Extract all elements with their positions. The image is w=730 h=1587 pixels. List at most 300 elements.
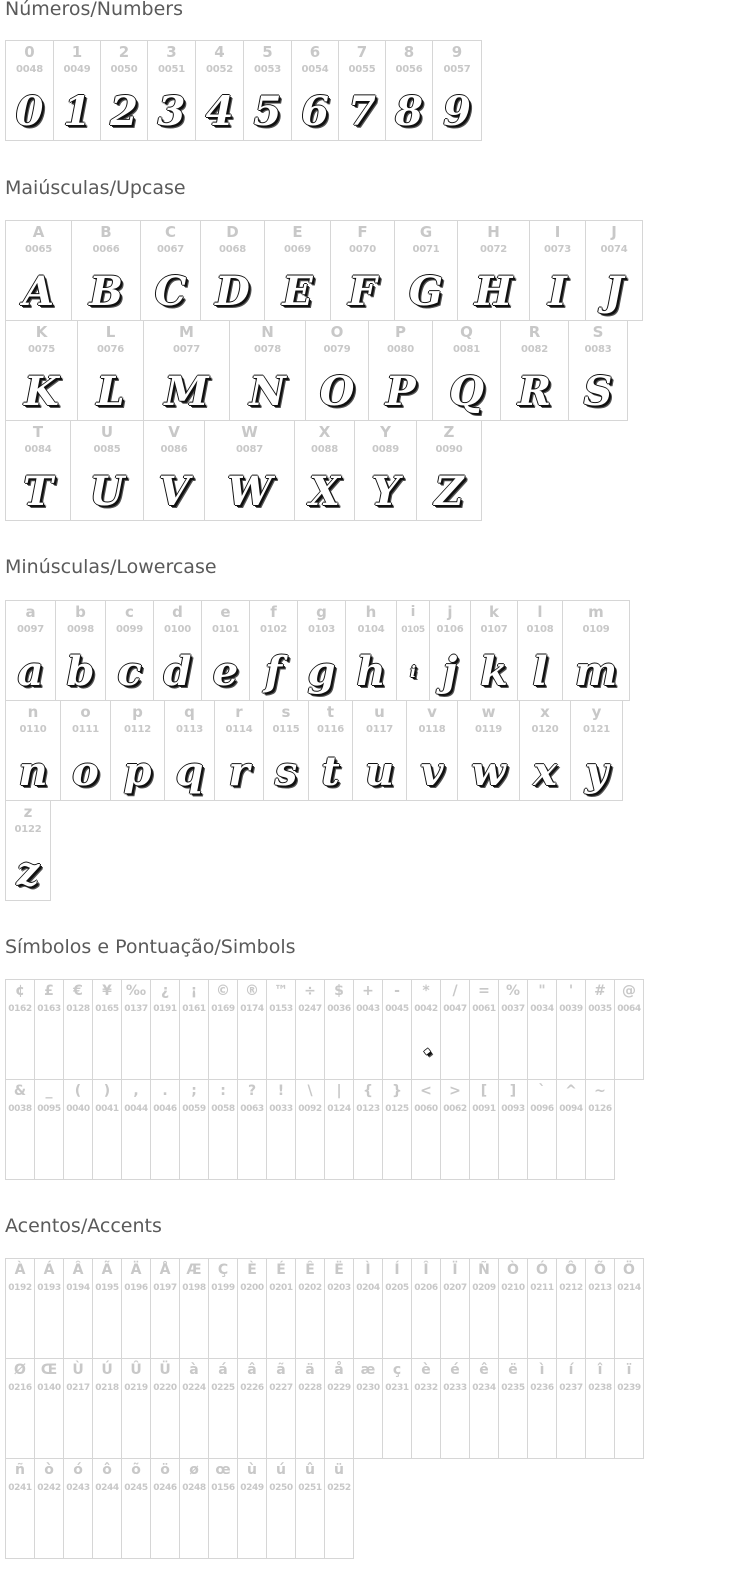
glyph-cell <box>121 1079 151 1180</box>
glyph-cell <box>150 1358 180 1459</box>
character-code: 0088 <box>310 444 339 455</box>
glyph-cell <box>34 1079 64 1180</box>
character-label: Û <box>130 1362 142 1378</box>
character-label: + <box>362 983 374 999</box>
glyph-sample: g <box>307 648 336 695</box>
glyph-sample <box>267 1124 295 1178</box>
character-label: a <box>25 603 36 621</box>
character-code: 0033 <box>269 1104 293 1114</box>
glyph-sample <box>499 1024 527 1078</box>
character-code: 0074 <box>600 244 628 255</box>
character-code: 0195 <box>95 1283 119 1293</box>
character-code: 0091 <box>472 1104 496 1114</box>
character-label: p <box>132 703 143 721</box>
character-code: 0202 <box>298 1283 322 1293</box>
glyph-sample <box>470 1124 498 1178</box>
character-code: 0211 <box>530 1283 554 1293</box>
glyph-sample: F <box>348 268 377 315</box>
character-code: 0042 <box>414 1004 438 1014</box>
glyph-cell <box>121 979 151 1080</box>
character-code: 0122 <box>14 824 42 835</box>
glyph-sample <box>354 1124 382 1178</box>
glyph-sample: 7 <box>348 88 376 135</box>
character-label: 4 <box>214 43 225 61</box>
character-label: õ <box>131 1462 141 1478</box>
character-code: 0216 <box>8 1383 32 1393</box>
glyph-cell <box>70 420 144 521</box>
character-label: ä <box>305 1362 315 1378</box>
character-code: 0048 <box>15 64 44 75</box>
glyph-sample: 2 <box>110 88 138 135</box>
glyph-cell <box>440 1358 470 1459</box>
character-label: . <box>162 1083 168 1099</box>
character-code: 0250 <box>269 1483 293 1493</box>
character-code: 0123 <box>356 1104 380 1114</box>
character-code: 0230 <box>356 1383 380 1393</box>
glyph-sample <box>354 1403 382 1457</box>
character-code: 0241 <box>8 1483 32 1493</box>
character-code: 0218 <box>95 1383 119 1393</box>
glyph-cell <box>568 320 628 421</box>
glyph-cell <box>440 979 470 1080</box>
glyph-sample <box>586 1303 614 1357</box>
glyph-cell <box>295 1079 325 1180</box>
glyph-sample <box>122 1024 150 1078</box>
character-code: 0092 <box>298 1104 322 1114</box>
character-label: ® <box>245 983 259 999</box>
character-label: Y <box>380 423 391 441</box>
glyph-cell <box>498 1358 528 1459</box>
glyph-cell <box>200 220 265 321</box>
character-label: N <box>261 323 274 341</box>
character-code: 0068 <box>218 244 247 255</box>
glyph-cell <box>498 1079 528 1180</box>
glyph-sample: r <box>228 748 250 795</box>
character-code: 0072 <box>479 244 508 255</box>
glyph-cell <box>208 1079 238 1180</box>
glyph-cell <box>237 979 267 1080</box>
character-label: ö <box>160 1462 170 1478</box>
glyph-cell <box>429 600 471 701</box>
character-label: â <box>247 1362 257 1378</box>
glyph-sample: x <box>533 748 557 795</box>
character-code: 0086 <box>160 444 188 455</box>
character-code: 0116 <box>316 724 345 735</box>
glyph-sample <box>6 1024 34 1078</box>
character-label: £ <box>44 983 54 999</box>
character-code: 0070 <box>348 244 377 255</box>
glyph-cell <box>396 600 430 701</box>
character-code: 0227 <box>269 1383 293 1393</box>
character-label: & <box>13 1083 27 1099</box>
character-code: 0106 <box>436 624 464 635</box>
character-code: 0062 <box>443 1104 467 1114</box>
character-code: 0089 <box>371 444 400 455</box>
glyph-sample: B <box>89 268 123 315</box>
glyph-cell <box>295 1258 325 1359</box>
glyph-sample <box>122 1124 150 1178</box>
glyph-cell <box>345 600 397 701</box>
glyph-sample: P <box>385 368 416 415</box>
character-label: C <box>164 223 176 241</box>
glyph-cell <box>71 220 141 321</box>
glyph-cell <box>411 1079 441 1180</box>
glyph-sample <box>122 1303 150 1357</box>
glyph-sample <box>6 1303 34 1357</box>
character-label: Ü <box>159 1362 171 1378</box>
glyph-cell <box>570 700 623 801</box>
character-code: 0054 <box>301 64 329 75</box>
glyph-cell <box>105 600 154 701</box>
glyph-cell <box>5 979 35 1080</box>
glyph-sample: R <box>517 368 552 415</box>
glyph-cell <box>411 979 441 1080</box>
glyph-cell <box>354 420 417 521</box>
character-label: 1 <box>71 43 83 61</box>
glyph-cell <box>201 600 250 701</box>
character-code: 0234 <box>472 1383 496 1393</box>
glyph-sample <box>35 1403 63 1457</box>
character-label: Î <box>423 1262 429 1278</box>
character-code: 0244 <box>95 1483 119 1493</box>
glyph-sample <box>354 1024 382 1078</box>
glyph-cell <box>179 979 209 1080</box>
character-code: 0120 <box>531 724 559 735</box>
glyph-sample: Q <box>449 368 484 415</box>
glyph-cell <box>382 979 412 1080</box>
character-code: 0213 <box>588 1283 612 1293</box>
character-label: K <box>35 323 48 341</box>
character-code: 0226 <box>240 1383 264 1393</box>
glyph-sample: D <box>215 268 250 315</box>
glyph-cell <box>556 1358 586 1459</box>
character-label: ? <box>247 1083 257 1099</box>
glyph-cell <box>385 40 433 141</box>
glyph-cell <box>179 1079 209 1180</box>
character-code: 0087 <box>235 444 264 455</box>
character-label: d <box>172 603 183 621</box>
character-code: 0096 <box>530 1104 554 1114</box>
glyph-sample <box>64 1403 92 1457</box>
glyph-cell <box>34 1458 64 1559</box>
character-code: 0045 <box>385 1004 409 1014</box>
character-code: 0205 <box>385 1283 409 1293</box>
glyph-sample <box>238 1303 266 1357</box>
glyph-cell <box>469 979 499 1080</box>
character-label: ã <box>276 1362 286 1378</box>
character-code: 0065 <box>24 244 53 255</box>
character-label: n <box>27 703 39 721</box>
glyph-cell <box>614 1358 644 1459</box>
character-label: P <box>395 323 406 341</box>
glyph-sample <box>441 1403 469 1457</box>
glyph-sample: S <box>583 368 613 415</box>
character-label: ë <box>508 1362 518 1378</box>
character-code: 0093 <box>501 1104 525 1114</box>
character-label: œ <box>215 1462 231 1478</box>
character-label: # <box>594 983 606 999</box>
character-code: 0078 <box>253 344 282 355</box>
character-label: 0 <box>24 43 35 61</box>
glyph-cell <box>291 40 339 141</box>
glyph-sample: E <box>282 268 313 315</box>
glyph-cell <box>556 979 586 1080</box>
glyph-sample: I <box>548 268 567 315</box>
character-label: Ì <box>365 1262 371 1278</box>
glyph-sample: X <box>308 468 341 515</box>
glyph-cell <box>305 320 369 421</box>
glyph-sample <box>470 1403 498 1457</box>
character-code: 0103 <box>307 624 336 635</box>
character-label: D <box>226 223 239 241</box>
glyph-sample: 8 <box>395 88 423 135</box>
glyph-cell <box>264 220 331 321</box>
glyph-sample: 1 <box>63 88 91 135</box>
glyph-cell <box>556 1258 586 1359</box>
character-code: 0137 <box>124 1004 148 1014</box>
glyph-sample <box>354 1303 382 1357</box>
glyph-cell <box>143 320 230 421</box>
character-code: 0090 <box>435 444 463 455</box>
glyph-sample <box>267 1024 295 1078</box>
glyph-cell <box>92 1458 122 1559</box>
glyph-cell <box>440 1258 470 1359</box>
character-label: J <box>611 223 617 241</box>
character-label: ÷ <box>304 983 316 999</box>
character-label: 7 <box>356 43 368 61</box>
character-label: 8 <box>403 43 415 61</box>
character-code: 0125 <box>385 1104 409 1114</box>
glyph-cell <box>330 220 395 321</box>
character-label: Ó <box>536 1262 548 1278</box>
character-label: û <box>305 1462 315 1478</box>
glyph-cell <box>140 220 201 321</box>
glyph-sample <box>180 1124 208 1178</box>
character-code: 0058 <box>211 1104 235 1114</box>
character-code: 0156 <box>211 1483 235 1493</box>
glyph-sample <box>93 1403 121 1457</box>
character-label: $ <box>334 983 344 999</box>
glyph-sample <box>383 1124 411 1178</box>
character-label: ê <box>479 1362 489 1378</box>
character-label: e <box>220 603 231 621</box>
character-code: 0095 <box>37 1104 61 1114</box>
glyph-sample: Y <box>371 468 400 515</box>
glyph-sample <box>93 1503 121 1557</box>
glyph-cell <box>243 40 292 141</box>
character-label: k <box>489 603 499 621</box>
glyph-cell <box>266 979 296 1080</box>
glyph-sample <box>180 1403 208 1457</box>
glyph-sample <box>615 1403 643 1457</box>
glyph-sample <box>499 1124 527 1178</box>
glyph-sample <box>35 1124 63 1178</box>
glyph-cell <box>308 700 353 801</box>
glyph-sample <box>557 1124 585 1178</box>
character-label: ñ <box>15 1462 25 1478</box>
glyph-sample <box>64 1303 92 1357</box>
character-code: 0105 <box>401 625 425 635</box>
character-code: 0174 <box>240 1004 264 1014</box>
character-code: 0212 <box>559 1283 583 1293</box>
glyph-cell <box>55 600 106 701</box>
glyph-cell <box>63 1358 93 1459</box>
glyph-cell <box>179 1458 209 1559</box>
glyph-sample <box>64 1124 92 1178</box>
character-label: ] <box>509 1083 517 1099</box>
character-label: o <box>80 703 91 721</box>
glyph-sample <box>122 1503 150 1557</box>
glyph-sample: ⬩ <box>423 1041 429 1060</box>
character-label: , <box>133 1083 139 1099</box>
glyph-cell <box>519 700 571 801</box>
glyph-cell <box>324 979 354 1080</box>
character-code: 0094 <box>559 1104 583 1114</box>
character-code: 0249 <box>240 1483 264 1493</box>
glyph-cell <box>353 979 383 1080</box>
glyph-cell <box>353 1358 383 1459</box>
glyph-cell <box>338 40 386 141</box>
character-label: ( <box>74 1083 82 1099</box>
glyph-cell <box>150 1458 180 1559</box>
glyph-cell <box>324 1258 354 1359</box>
character-code: 0038 <box>8 1104 32 1114</box>
character-label: Ù <box>72 1362 84 1378</box>
character-label: [ <box>480 1083 488 1099</box>
glyph-sample: s <box>274 748 298 795</box>
glyph-cell <box>5 220 72 321</box>
character-label: Õ <box>594 1262 606 1278</box>
glyph-cell <box>34 979 64 1080</box>
character-code: 0080 <box>386 344 415 355</box>
character-code: 0224 <box>182 1383 206 1393</box>
glyph-sample <box>586 1024 614 1078</box>
character-code: 0126 <box>588 1104 612 1114</box>
glyph-cell <box>416 420 482 521</box>
glyph-cell <box>5 1258 35 1359</box>
character-label: x <box>540 703 550 721</box>
character-code: 0055 <box>348 64 376 75</box>
character-code: 0233 <box>443 1383 467 1393</box>
glyph-cell <box>63 1458 93 1559</box>
character-label: Ö <box>623 1262 635 1278</box>
character-label: = <box>478 983 490 999</box>
glyph-cell <box>585 220 643 321</box>
glyph-sample <box>93 1303 121 1357</box>
glyph-cell <box>53 40 101 141</box>
character-label: ¿ <box>160 983 170 999</box>
character-label: Ô <box>565 1262 577 1278</box>
character-label: { <box>363 1083 373 1099</box>
glyph-cell <box>179 1358 209 1459</box>
glyph-sample <box>180 1503 208 1557</box>
glyph-sample: 9 <box>443 88 471 135</box>
glyph-sample <box>209 1303 237 1357</box>
glyph-cell <box>237 1079 267 1180</box>
character-code: 0169 <box>211 1004 235 1014</box>
character-label: 6 <box>309 43 321 61</box>
glyph-cell <box>237 1258 267 1359</box>
character-label: é <box>450 1362 460 1378</box>
character-code: 0111 <box>71 724 100 735</box>
character-label: 2 <box>118 43 130 61</box>
glyph-cell <box>562 600 630 701</box>
glyph-cell <box>297 600 346 701</box>
glyph-sample: G <box>408 268 444 315</box>
character-code: 0210 <box>501 1283 525 1293</box>
character-label: Ã <box>101 1262 113 1278</box>
glyph-cell <box>527 1358 557 1459</box>
character-code: 0200 <box>240 1283 264 1293</box>
character-code: 0051 <box>157 64 186 75</box>
glyph-cell <box>469 1358 499 1459</box>
character-code: 0061 <box>472 1004 496 1014</box>
glyph-cell <box>5 1079 35 1180</box>
character-code: 0246 <box>153 1483 177 1493</box>
glyph-cell <box>517 600 563 701</box>
character-label: ) <box>103 1083 111 1099</box>
character-code: 0043 <box>356 1004 380 1014</box>
glyph-cell <box>153 600 202 701</box>
glyph-sample <box>238 1503 266 1557</box>
glyph-sample <box>296 1124 324 1178</box>
glyph-cell <box>5 1458 35 1559</box>
glyph-cell <box>295 1358 325 1459</box>
glyph-cell <box>470 600 518 701</box>
glyph-sample <box>296 1024 324 1078</box>
character-code: 0036 <box>327 1004 351 1014</box>
glyph-sample: t <box>321 748 340 795</box>
character-label: å <box>334 1362 344 1378</box>
character-label: | <box>336 1083 342 1099</box>
glyph-sample <box>151 1303 179 1357</box>
character-code: 0084 <box>24 444 52 455</box>
glyph-sample <box>499 1303 527 1357</box>
glyph-cell <box>324 1458 354 1559</box>
character-code: 0076 <box>96 344 125 355</box>
glyph-cell <box>432 40 482 141</box>
character-code: 0247 <box>298 1004 322 1014</box>
character-label: M <box>179 323 194 341</box>
character-label: ; <box>191 1083 197 1099</box>
glyph-cell <box>208 1458 238 1559</box>
character-label: À <box>14 1262 26 1278</box>
glyph-sample <box>35 1503 63 1557</box>
glyph-cell <box>411 1258 441 1359</box>
character-label: ! <box>277 1083 285 1099</box>
glyph-cell <box>527 979 557 1080</box>
character-code: 0112 <box>123 724 152 735</box>
character-code: 0163 <box>37 1004 61 1014</box>
glyph-sample <box>151 1503 179 1557</box>
character-label: ^ <box>565 1083 577 1099</box>
character-code: 0225 <box>211 1383 235 1393</box>
character-label: " <box>538 983 546 999</box>
character-code: 0035 <box>588 1004 612 1014</box>
character-label: S <box>592 323 604 341</box>
glyph-cell <box>614 1258 644 1359</box>
glyph-sample <box>470 1303 498 1357</box>
character-code: 0199 <box>211 1283 235 1293</box>
character-code: 0162 <box>8 1004 32 1014</box>
glyph-sample <box>296 1403 324 1457</box>
character-code: 0165 <box>95 1004 119 1014</box>
character-label: w <box>481 703 496 721</box>
glyph-sample <box>470 1024 498 1078</box>
character-code: 0220 <box>153 1383 177 1393</box>
glyph-sample: W <box>227 468 272 515</box>
glyph-cell <box>382 1358 412 1459</box>
